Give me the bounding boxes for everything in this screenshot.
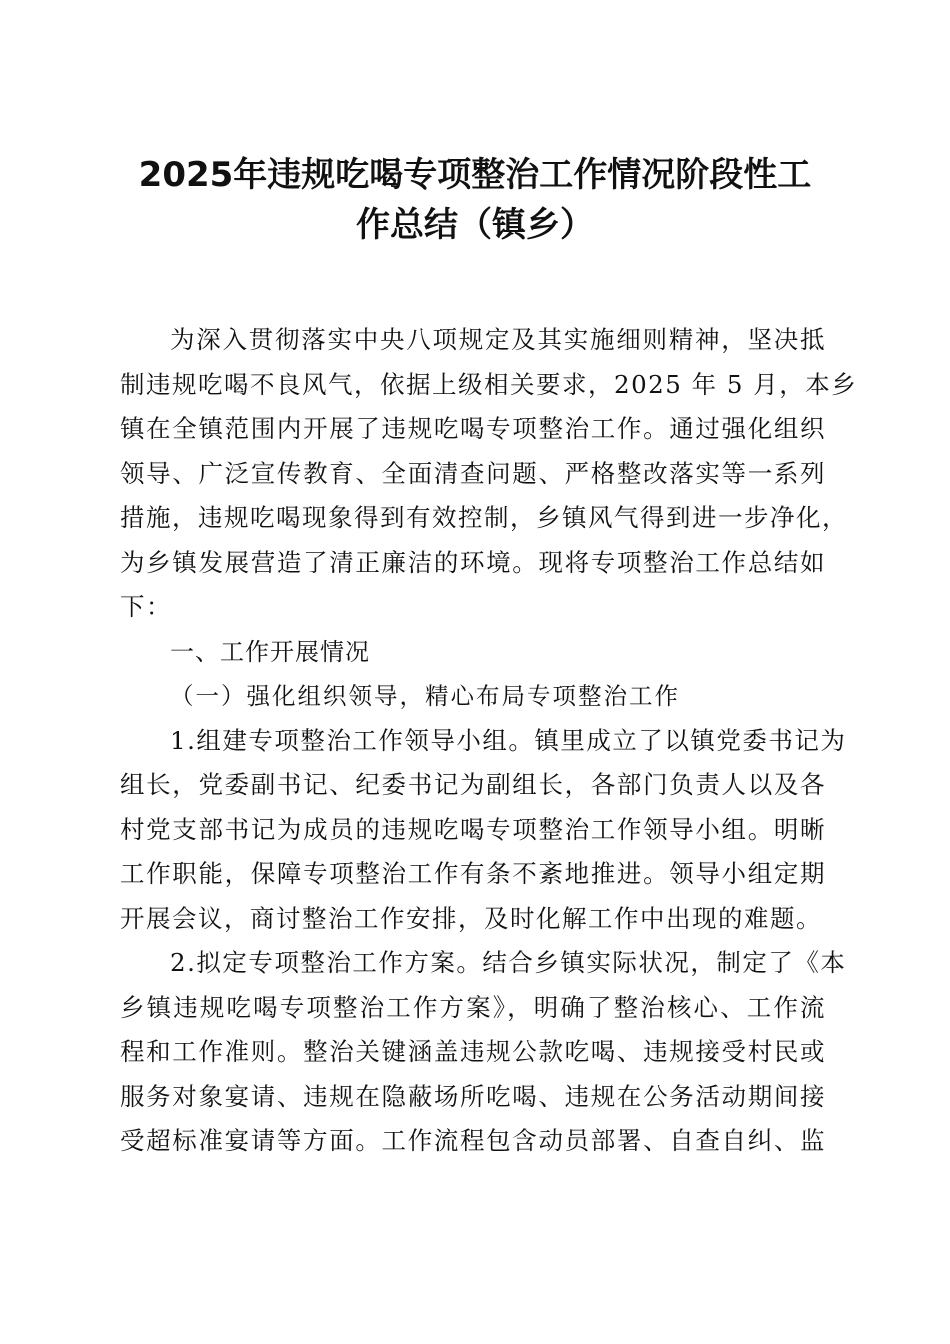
item1-line-1: 1.组建专项整治工作领导小组。镇里成立了以镇党委书记为 xyxy=(170,725,847,755)
item2-line-3: 程和工作准则。整治关键涵盖违规公款吃喝、违规接受村民或 xyxy=(120,1037,826,1066)
item1-line-4: 工作职能，保障专项整治工作有条不紊地推进。领导小组定期 xyxy=(120,859,826,888)
item1-line-5: 开展会议，商讨整治工作安排，及时化解工作中出现的难题。 xyxy=(120,903,822,933)
title-line-1: 2025年违规吃喝专项整治工作情况阶段性工 xyxy=(138,155,812,195)
item-1-paragraph xyxy=(120,719,847,942)
section-heading-1: 一、工作开展情况 xyxy=(170,637,370,666)
item2-line-1: 2.拟定专项整治工作方案。结合乡镇实际状况，制定了《本 xyxy=(170,948,847,977)
intro-line-7: 下： xyxy=(120,592,172,621)
item2-line-2: 乡镇违规吃喝专项整治工作方案》，明确了整治核心、工作流 xyxy=(120,992,826,1022)
document-title xyxy=(120,150,830,250)
item-2-paragraph xyxy=(120,941,847,1164)
intro-line-5: 措施，违规吃喝现象得到有效控制，乡镇风气得到进一步净化， xyxy=(120,503,848,532)
intro-line-4: 领导、广泛宣传教育、全面清查问题、严格整改落实等一系列 xyxy=(120,458,826,488)
intro-paragraph xyxy=(120,318,858,630)
intro-line-3: 镇在全镇范围内开展了违规吃喝专项整治工作。通过强化组织 xyxy=(120,414,826,443)
subsection-heading-1: （一）强化组织领导，精心布局专项整治工作 xyxy=(170,682,680,710)
item2-line-4: 服务对象宴请、违规在隐蔽场所吃喝、违规在公务活动期间接 xyxy=(120,1081,826,1111)
title-line-2: 作总结（镇乡） xyxy=(356,205,594,245)
intro-line-6: 为乡镇发展营造了清正廉洁的环境。现将专项整治工作总结如 xyxy=(120,547,826,577)
document-body xyxy=(120,318,858,1164)
item1-line-3: 村党支部书记为成员的违规吃喝专项整治工作领导小组。明晰 xyxy=(120,814,826,844)
intro-line-1: 为深入贯彻落实中央八项规定及其实施细则精神，坚决抵 xyxy=(170,325,826,354)
item2-line-5: 受超标准宴请等方面。工作流程包含动员部署、自查自纠、监 xyxy=(120,1126,826,1155)
intro-line-2: 制违规吃喝不良风气，依据上级相关要求，2025 年 5 月，本乡 xyxy=(120,369,858,399)
item1-line-2: 组长，党委副书记、纪委书记为副组长，各部门负责人以及各 xyxy=(120,770,826,799)
